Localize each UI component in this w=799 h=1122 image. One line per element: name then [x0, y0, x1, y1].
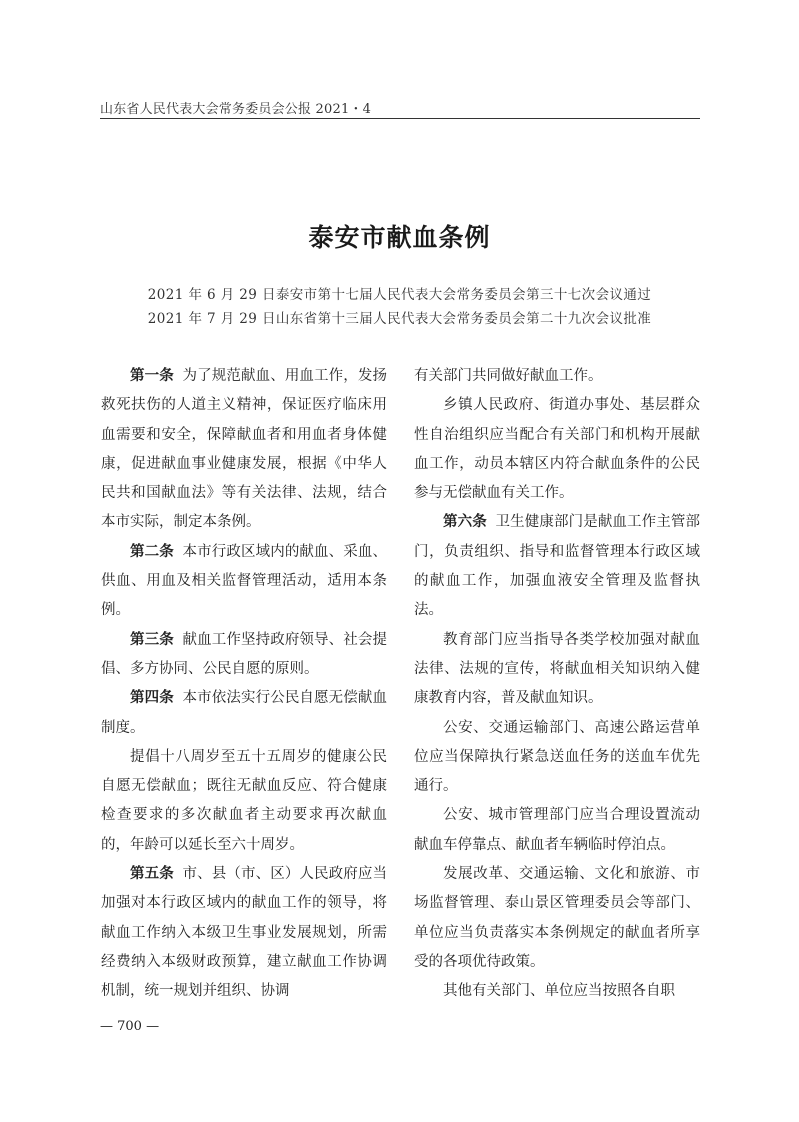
paragraph-article-5: [101, 860, 387, 1006]
paragraph-article-5-township: [414, 391, 700, 508]
paragraph-article-4-age: [101, 743, 387, 860]
article-label: 第三条: [130, 631, 174, 648]
article-label: 第二条: [130, 543, 174, 560]
paragraph-article-6-parking: [414, 801, 700, 860]
article-text: 为了规范献血、用血工作，发扬救死扶伤的人道主义精神，保证医疗临床用血需要和安全，保障献血者和用血者身体健康，促进献血事业健康发展，根据《中华人民共和国献血法》等有关法律、法规，结合本市实际，制定本条例。: [101, 368, 388, 531]
article-text: 发展改革、交通运输、文化和旅游、市场监督管理、泰山景区管理委员会等部门、单位应当负责落实本条例规定的献血者所享受的各项优待政策。: [414, 866, 700, 970]
paragraph-article-1: [101, 362, 387, 538]
article-text: 其他有关部门、单位应当按照各自职: [443, 983, 675, 1000]
journal-header: 山东省人民代表大会常务委员会公报 2021・4: [100, 102, 372, 117]
left-column: [101, 362, 387, 1007]
article-text: 教育部门应当指导各类学校加强对献血法律、法规的宣传，将献血相关知识纳入健康教育内容，普及献血知识。: [414, 631, 700, 707]
article-text: 市、县（市、区）人民政府应当加强对本行政区域内的献血工作的领导，将献血工作纳入本级卫生事业发展规划，所需经费纳入本级财政预算，建立献血工作协调机制，统一规划并组织、协调: [101, 866, 388, 1000]
article-text: 有关部门共同做好献血工作。: [414, 368, 603, 384]
article-label: 第五条: [130, 866, 174, 883]
paragraph-article-6-education: [414, 626, 700, 714]
article-text: 献血工作坚持政府领导、社会提倡、多方协同、公民自愿的原则。: [101, 631, 388, 677]
article-label: 第四条: [130, 690, 174, 707]
adoption-note: 2021 年 6 月 29 日泰安市第十七届人民代表大会常务委员会第三十七次会议通过: [147, 287, 652, 303]
article-text: 提倡十八周岁至五十五周岁的健康公民自愿无偿献血；既往无献血反应、符合健康检查要求的多次献血者主动要求再次献血的，年龄可以延长至六十周岁。: [101, 748, 387, 853]
article-label: 第六条: [443, 514, 487, 531]
paragraph-article-6-transport: [414, 714, 700, 802]
paragraph-article-3: [101, 626, 387, 685]
paragraph-article-6-other: [414, 977, 700, 1006]
article-label: 第一条: [130, 368, 174, 384]
article-text: 乡镇人民政府、街道办事处、基层群众性自治组织应当配合有关部门和机构开展献血工作，动员本辖区内符合献血条件的公民参与无偿献血有关工作。: [414, 397, 700, 502]
paragraph-article-6-preferential: [414, 860, 700, 977]
page-number: — 700 —: [100, 1019, 160, 1034]
paragraph-article-5-continued: [414, 362, 700, 391]
paragraph-article-4: [101, 684, 387, 743]
article-text: 公安、城市管理部门应当合理设置流动献血车停靠点、献血者车辆临时停泊点。: [414, 807, 700, 853]
paragraph-article-6: [414, 508, 700, 625]
header-divider: [100, 118, 700, 119]
right-column: [414, 362, 700, 1007]
approval-note: 2021 年 7 月 29 日山东省第十三届人民代表大会常务委员会第二十九次会议批准: [147, 311, 652, 327]
article-text: 卫生健康部门是献血工作主管部门，负责组织、指导和监督管理本行政区域的献血工作，加强血液安全管理及监督执法。: [414, 514, 701, 619]
article-text: 本市行政区域内的献血、采血、供血、用血及相关监督管理活动，适用本条例。: [101, 543, 388, 619]
article-text: 本市依法实行公民自愿无偿献血制度。: [101, 690, 388, 736]
article-text: 公安、交通运输部门、高速公路运营单位应当保障执行紧急送血任务的送血车优先通行。: [414, 719, 700, 795]
document-title: 泰安市献血条例: [308, 223, 491, 252]
paragraph-article-2: [101, 538, 387, 626]
